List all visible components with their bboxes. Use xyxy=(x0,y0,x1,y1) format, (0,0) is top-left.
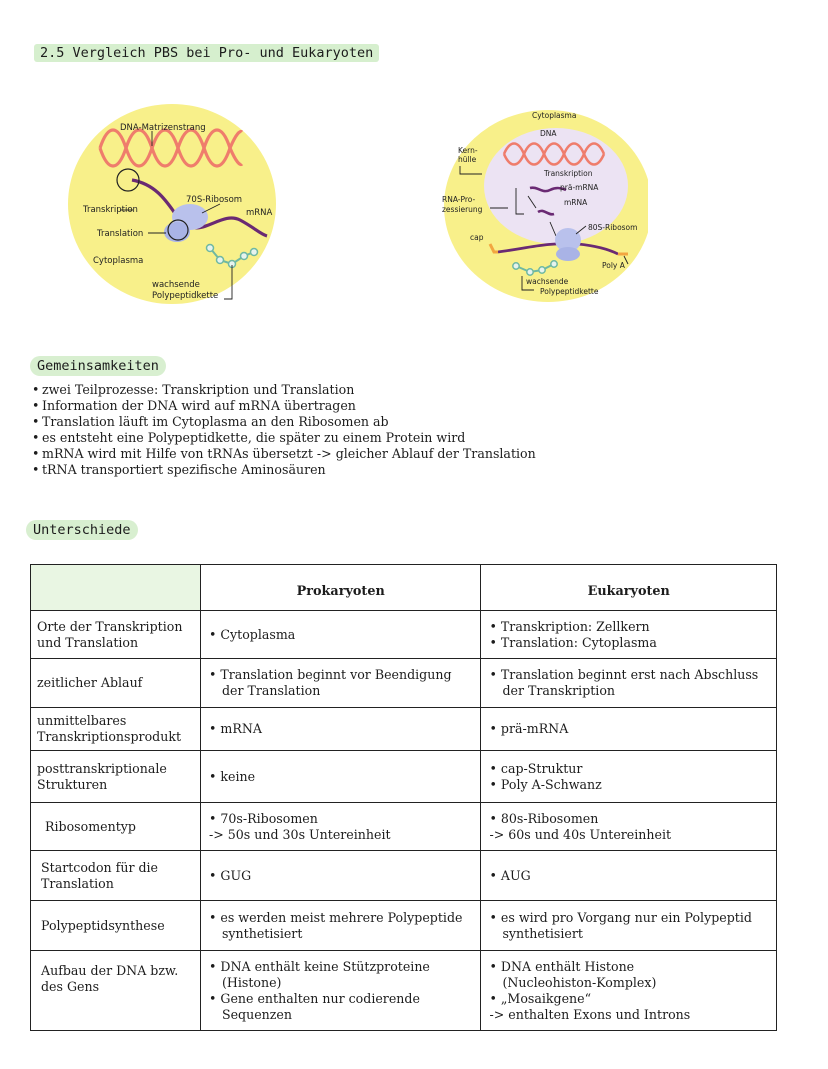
eu-cell: • Transkription: Zellkern • Translation: Cytoplasma xyxy=(481,611,777,659)
page-title: 2.5 Vergleich PBS bei Pro- und Eukaryoten xyxy=(34,44,379,62)
cytoplasm-eu-label: Cytoplasma xyxy=(532,111,577,120)
dna-eu-label: DNA xyxy=(540,129,557,138)
pro-cell: • 70s-Ribosomen -> 50s und 30s Untereinheit xyxy=(200,803,481,851)
table-row xyxy=(31,803,777,851)
eu-cell: • cap-Struktur • Poly A-Schwanz xyxy=(481,751,777,803)
translation-label: Translation xyxy=(97,229,144,239)
row-label: Aufbau der DNA bzw. des Gens xyxy=(31,951,201,1031)
ribosome-eu-label: 80S-Ribosom xyxy=(588,223,638,232)
list-item: • Translation läuft im Cytoplasma an den Ribosomen ab xyxy=(32,414,536,430)
eu-cell: • es wird pro Vorgang nur ein Polypeptid synthetisiert xyxy=(481,901,777,951)
row-label: posttranskriptionale Strukturen xyxy=(31,751,201,803)
table-row xyxy=(31,708,777,751)
pro-cell: • Cytoplasma xyxy=(200,611,481,659)
row-label: Startcodon für die Translation xyxy=(31,851,201,901)
gemeinsamkeiten-heading: Gemeinsamkeiten xyxy=(30,356,166,376)
pro-cell: • es werden meist mehrere Polypeptide synthetisiert xyxy=(200,901,481,951)
table-row xyxy=(31,851,777,901)
mrna-eu-label: mRNA xyxy=(564,198,588,207)
eukaryote-diagram xyxy=(438,104,648,316)
list-item: • zwei Teilprozesse: Transkription und Translation xyxy=(32,382,536,398)
table-header-row xyxy=(31,565,777,611)
polya-label: Poly A xyxy=(602,261,625,270)
pro-cell: • GUG xyxy=(200,851,481,901)
chain-label-2: Polypeptidkette xyxy=(152,291,219,301)
pro-cell: • Translation beginnt vor Beendigung der Translation xyxy=(200,659,481,708)
gemeinsamkeiten-list xyxy=(32,382,536,478)
row-label: Ribosomentyp xyxy=(31,803,201,851)
list-item: • tRNA transportiert spezifische Aminosäuren xyxy=(32,462,536,478)
eu-cell: • AUG xyxy=(481,851,777,901)
eu-cell: • DNA enthält Histone (Nucleohiston-Komplex) • „Mosaikgene“ -> enthalten Exons und Introns xyxy=(481,951,777,1031)
table-row xyxy=(31,751,777,803)
table-row xyxy=(31,659,777,708)
eu-cell: • Translation beginnt erst nach Abschluss der Transkription xyxy=(481,659,777,708)
table-row xyxy=(31,901,777,951)
table-row xyxy=(31,611,777,659)
ribosome-eu-small xyxy=(556,247,580,261)
row-label: Orte der Transkription und Translation xyxy=(31,611,201,659)
eu-cell: • 80s-Ribosomen -> 60s und 40s Untereinheit xyxy=(481,803,777,851)
dna-label: DNA-Matrizenstrang xyxy=(120,123,206,133)
nucleus-label-1: Kern- xyxy=(458,146,478,155)
list-item: • es entsteht eine Polypeptidkette, die später zu einem Protein wird xyxy=(32,430,536,446)
mrna-label: mRNA xyxy=(246,208,273,218)
comparison-table xyxy=(30,564,777,1031)
ribosome-label: 70S-Ribosom xyxy=(186,195,243,205)
pro-cell: • keine xyxy=(200,751,481,803)
nucleus-label-2: hülle xyxy=(458,155,477,164)
header-blank xyxy=(31,565,201,611)
pro-cell: • mRNA xyxy=(200,708,481,751)
table-row xyxy=(31,951,777,1031)
list-item: • Information der DNA wird auf mRNA übertragen xyxy=(32,398,536,414)
chain-eu-label-2: Polypeptidkette xyxy=(540,287,599,296)
header-prokaryoten: Prokaryoten xyxy=(200,565,481,611)
processing-label-1: RNA-Pro- xyxy=(442,195,476,204)
pre-mrna-label: prä-mRNA xyxy=(560,183,599,192)
eu-cell: • prä-mRNA xyxy=(481,708,777,751)
chain-eu-label-1: wachsende xyxy=(526,277,569,286)
transkription-label: Transkription xyxy=(83,205,138,215)
row-label: unmittelbares Transkriptionsprodukt xyxy=(31,708,201,751)
header-eukaryoten: Eukaryoten xyxy=(481,565,777,611)
transkription-eu-label: Transkription xyxy=(544,169,593,178)
processing-label-2: zessierung xyxy=(442,205,483,214)
cytoplasm-label: Cytoplasma xyxy=(93,256,144,266)
chain-label-1: wachsende xyxy=(152,280,200,290)
row-label: Polypeptidsynthese xyxy=(31,901,201,951)
cap-label: cap xyxy=(470,233,484,242)
row-label: zeitlicher Ablauf xyxy=(31,659,201,708)
pro-cell: • DNA enthält keine Stützproteine (Histone) • Gene enthalten nur codierende Sequenzen xyxy=(200,951,481,1031)
list-item: • mRNA wird mit Hilfe von tRNAs übersetzt -> gleicher Ablauf der Translation xyxy=(32,446,536,462)
prokaryote-diagram xyxy=(60,100,300,315)
unterschiede-heading: Unterschiede xyxy=(26,520,138,540)
